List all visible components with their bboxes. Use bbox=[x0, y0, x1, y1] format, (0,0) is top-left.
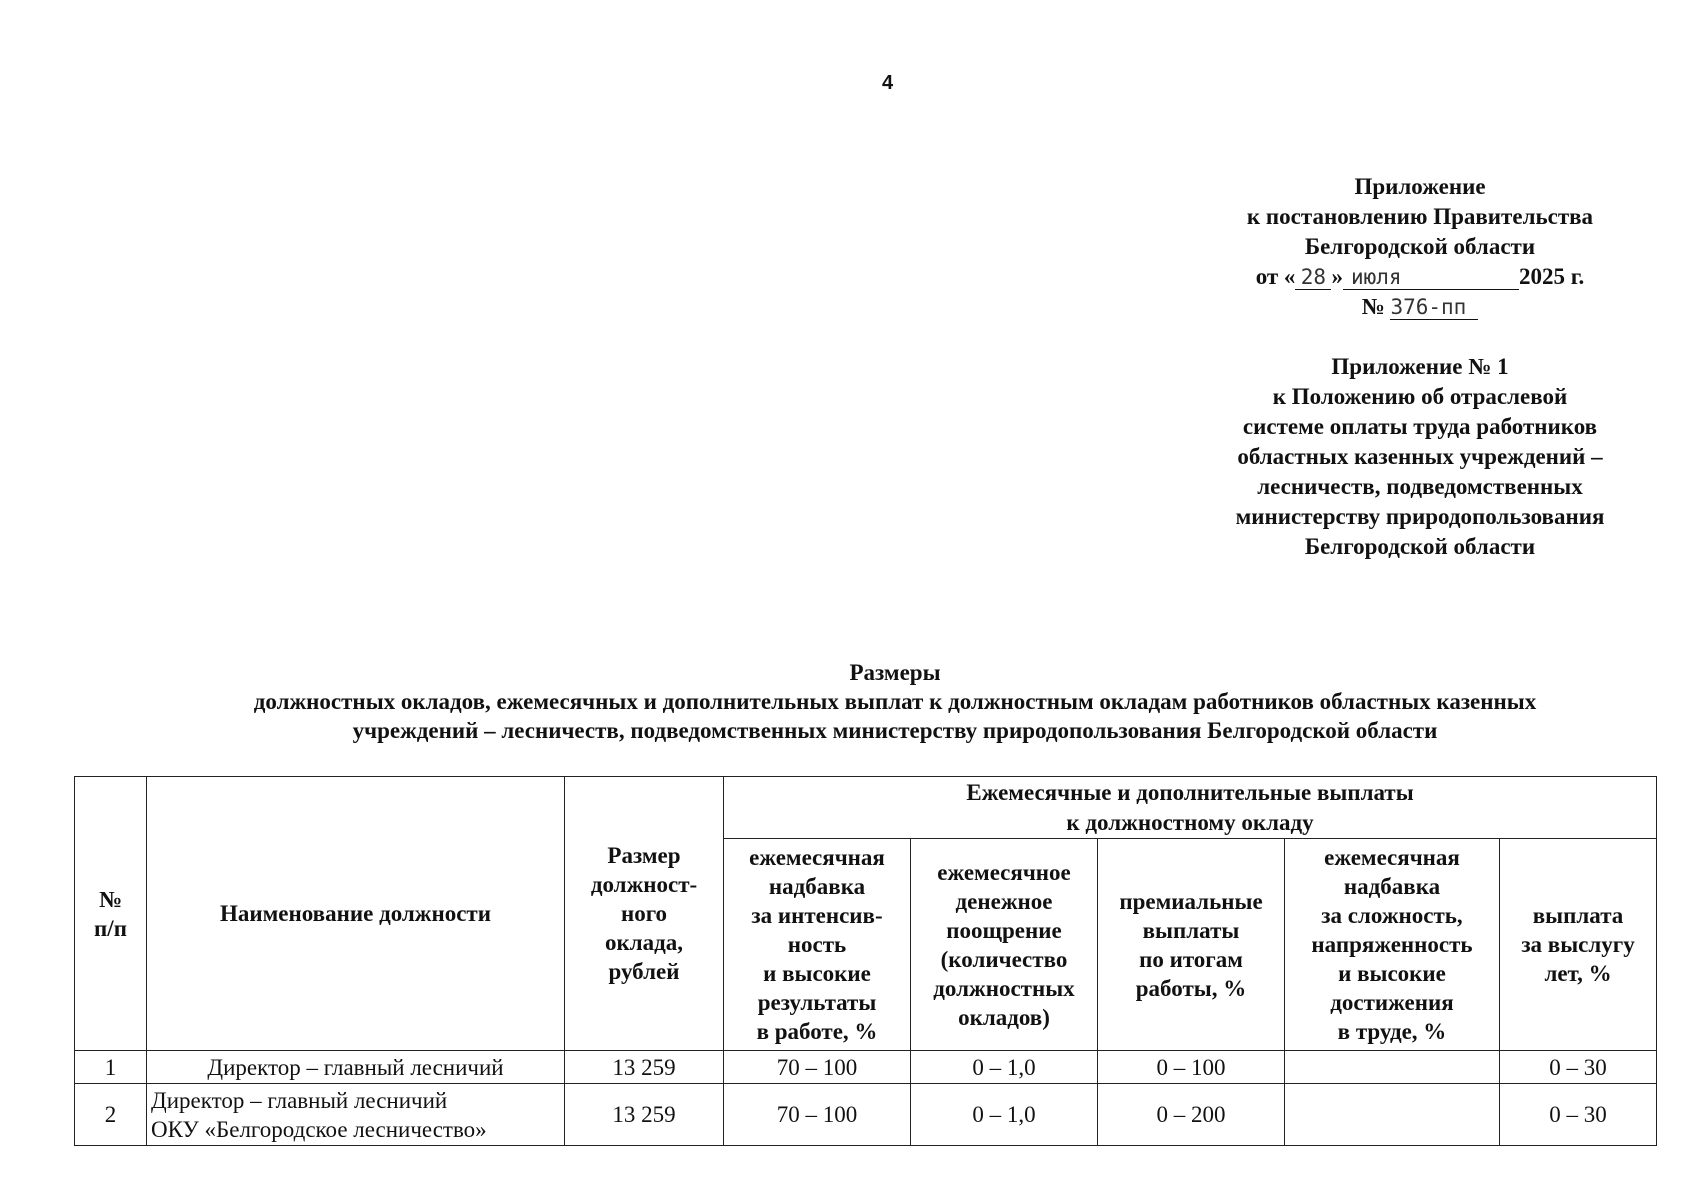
appendix-line: к Положению об отраслевой bbox=[1272, 384, 1568, 409]
cell-incentive: 0 – 1,0 bbox=[911, 1084, 1098, 1146]
page-number: 4 bbox=[881, 72, 894, 94]
date-year: 2025 г. bbox=[1518, 264, 1585, 289]
approval-block bbox=[1180, 172, 1660, 562]
table-row bbox=[75, 1051, 1657, 1084]
appendix-line: министерству природопользования bbox=[1235, 504, 1605, 529]
cell-seniority: 0 – 30 bbox=[1500, 1084, 1657, 1146]
title-subtitle-line: учреждений – лесничеств, подведомственных министерству природопользования Белгородской области bbox=[352, 718, 1438, 743]
date-day-handwritten: 28 bbox=[1295, 265, 1331, 290]
appendix-line: лесничеств, подведомственных bbox=[1257, 474, 1583, 499]
appendix-heading: Приложение № 1 bbox=[1331, 354, 1509, 379]
header-monetary-incentive: ежемесячное денежное поощрение (количество должностных окладов) bbox=[911, 839, 1098, 1051]
header-bonus-payments: премиальные выплаты по итогам работы, % bbox=[1098, 839, 1285, 1051]
approval-heading: Приложение bbox=[1354, 174, 1486, 199]
cell-salary: 13 259 bbox=[565, 1051, 724, 1084]
appendix-line: Белгородской области bbox=[1304, 534, 1536, 559]
cell-intensity: 70 – 100 bbox=[724, 1051, 911, 1084]
appendix-line: системе оплаты труда работников bbox=[1242, 414, 1598, 439]
cell-number: 1 bbox=[75, 1051, 147, 1084]
cell-intensity: 70 – 100 bbox=[724, 1084, 911, 1146]
approval-line: к постановлению Правительства bbox=[1246, 204, 1594, 229]
title-heading: Размеры bbox=[849, 660, 941, 685]
cell-bonus: 0 – 100 bbox=[1098, 1051, 1285, 1084]
header-position-name: Наименование должности bbox=[147, 777, 565, 1051]
header-intensity-bonus: ежемесячная надбавка за интенсив- ность и высокие результаты в работе, % bbox=[724, 839, 911, 1051]
cell-number: 2 bbox=[75, 1084, 147, 1146]
date-prefix: от « bbox=[1255, 264, 1296, 289]
cell-position-name: Директор – главный лесничий bbox=[147, 1051, 565, 1084]
cell-seniority: 0 – 30 bbox=[1500, 1051, 1657, 1084]
header-complexity-bonus: ежемесячная надбавка за сложность, напряженность и высокие достижения в труде, % bbox=[1285, 839, 1500, 1051]
cell-incentive: 0 – 1,0 bbox=[911, 1051, 1098, 1084]
title-subtitle-line: должностных окладов, ежемесячных и дополнительных выплат к должностным окладам работников областных казенных bbox=[253, 689, 1537, 714]
approval-line: Белгородской области bbox=[1304, 234, 1536, 259]
number-prefix: № bbox=[1361, 294, 1385, 319]
appendix-line: областных казенных учреждений – bbox=[1237, 444, 1603, 469]
date-month-handwritten: июля bbox=[1343, 265, 1519, 290]
header-number: № п/п bbox=[75, 777, 147, 1051]
header-salary: Размер должност- ного оклада, рублей bbox=[565, 777, 724, 1051]
cell-position-name: Директор – главный лесничий ОКУ «Белгородское лесничество» bbox=[147, 1084, 565, 1146]
document-title bbox=[130, 658, 1660, 745]
approval-date bbox=[1180, 262, 1660, 292]
header-seniority-payment: выплата за выслугу лет, % bbox=[1500, 839, 1657, 1051]
cell-complexity bbox=[1285, 1084, 1500, 1146]
approval-number bbox=[1180, 292, 1660, 322]
cell-complexity bbox=[1285, 1051, 1500, 1084]
table-row bbox=[75, 1084, 1657, 1146]
salary-table bbox=[74, 776, 1657, 1146]
cell-bonus: 0 – 200 bbox=[1098, 1084, 1285, 1146]
cell-salary: 13 259 bbox=[565, 1084, 724, 1146]
header-payments-group: Ежемесячные и дополнительные выплаты к должностному окладу bbox=[724, 777, 1657, 839]
date-mid: » bbox=[1331, 264, 1343, 289]
number-handwritten: 376-пп bbox=[1390, 295, 1478, 320]
